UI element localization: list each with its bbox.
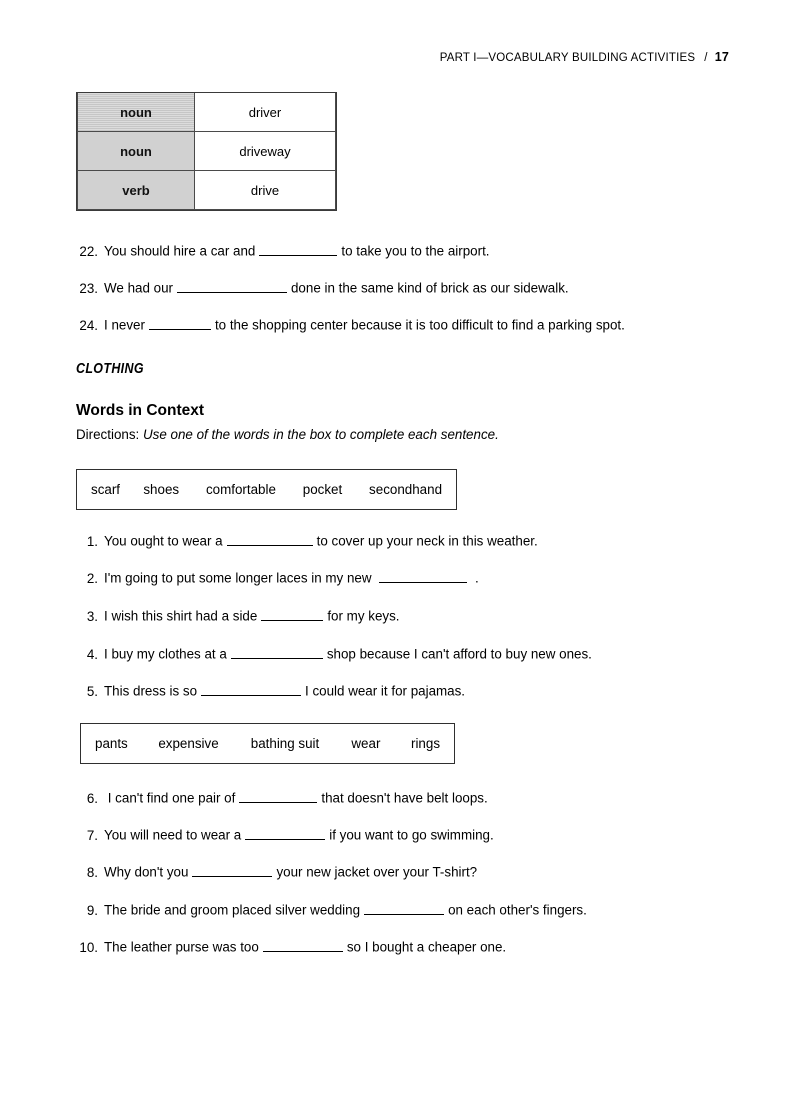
question-text-before: We had our — [104, 280, 173, 296]
word-cell: drive — [195, 171, 336, 210]
word-bank-word: pants — [95, 736, 128, 751]
word-bank-word: secondhand — [369, 482, 443, 497]
word-bank-word: expensive — [158, 736, 219, 751]
answer-blank[interactable] — [261, 607, 323, 621]
question-number: 4. — [86, 646, 98, 662]
word-bank-word: bathing suit — [250, 736, 320, 751]
answer-blank[interactable] — [231, 645, 323, 659]
question-text-after: to cover up your neck in this weather. — [316, 533, 538, 549]
question-text-after: on each other's fingers. — [448, 902, 587, 918]
question-number: 8. — [86, 864, 98, 880]
running-header-separator: / — [704, 52, 708, 64]
running-header-title: PART I—VOCABULARY BUILDING ACTIVITIES — [439, 52, 696, 64]
question-number: 7. — [86, 827, 98, 843]
question-number: 2. — [86, 570, 98, 586]
question-text-before: This dress is so — [104, 683, 198, 699]
word-bank-word: scarf — [91, 482, 121, 497]
question-item — [80, 863, 477, 879]
question-text-after: your new jacket over your T-shirt? — [276, 864, 478, 880]
question-text-before: I can't find one pair of — [107, 790, 236, 806]
question-item — [80, 789, 488, 805]
word-bank-box-2 — [80, 723, 455, 764]
question-item — [80, 645, 592, 661]
answer-blank[interactable] — [239, 789, 317, 803]
question-text-before: You should hire a car and — [104, 243, 256, 259]
question-text-after: to take you to the airport. — [341, 243, 490, 259]
question-number: 5. — [86, 683, 98, 699]
question-text-before: I never — [104, 317, 145, 333]
question-item — [80, 569, 479, 585]
question-number: 10. — [79, 939, 98, 955]
question-text-before: Why don't you — [104, 864, 189, 880]
question-text-after: shop because I can't afford to buy new ones. — [326, 646, 592, 662]
question-number: 22. — [79, 243, 98, 259]
word-bank-word: pocket — [302, 482, 343, 497]
question-text-after: so I bought a cheaper one. — [346, 939, 507, 955]
question-text-after: . — [475, 570, 479, 586]
question-text-after: that doesn't have belt loops. — [321, 790, 488, 806]
question-item — [80, 826, 494, 842]
question-item — [76, 938, 506, 954]
answer-blank[interactable] — [263, 938, 343, 952]
page-number: 17 — [714, 50, 729, 64]
question-item — [80, 682, 465, 698]
answer-blank[interactable] — [227, 532, 313, 546]
answer-blank[interactable] — [364, 901, 444, 915]
word-bank-word: shoes — [143, 482, 180, 497]
question-item — [76, 316, 625, 332]
question-text-before: You ought to wear a — [104, 533, 223, 549]
question-text-before: I'm going to put some longer laces in my new — [104, 570, 372, 586]
answer-blank[interactable] — [177, 279, 287, 293]
question-text-before: You will need to wear a — [104, 827, 242, 843]
word-forms-table — [76, 92, 337, 211]
word-cell: driveway — [195, 132, 336, 171]
answer-blank[interactable] — [192, 863, 272, 877]
question-text-after: done in the same kind of brick as our sidewalk. — [290, 280, 569, 296]
part-of-speech-cell: noun — [78, 132, 195, 171]
answer-blank[interactable] — [201, 682, 301, 696]
question-number: 24. — [79, 317, 98, 333]
running-header — [0, 50, 729, 64]
question-item — [76, 279, 569, 295]
question-text-before: I wish this shirt had a side — [104, 608, 258, 624]
part-of-speech-cell: noun — [78, 93, 195, 132]
question-text-after: for my keys. — [327, 608, 400, 624]
directions-instruction: Use one of the words in the box to complete each sentence. — [143, 427, 499, 442]
question-number: 6. — [86, 790, 98, 806]
question-text-after: to the shopping center because it is too difficult to find a parking spot. — [214, 317, 625, 333]
question-text-before: The leather purse was too — [104, 939, 259, 955]
question-text-after: if you want to go swimming. — [329, 827, 494, 843]
question-text-before: I buy my clothes at a — [104, 646, 227, 662]
word-bank-word: wear — [351, 736, 381, 751]
word-bank-2-words — [81, 736, 454, 751]
question-item — [76, 242, 490, 258]
table-row — [78, 132, 336, 171]
answer-blank[interactable] — [259, 242, 337, 256]
table-row — [78, 93, 336, 132]
directions-label: Directions: — [76, 427, 140, 442]
question-item — [80, 532, 538, 548]
question-item — [80, 607, 400, 623]
word-cell: driver — [195, 93, 336, 132]
word-bank-box-1 — [76, 469, 457, 510]
word-bank-word: comfortable — [205, 482, 276, 497]
answer-blank[interactable] — [245, 826, 325, 840]
section-title: CLOTHING — [76, 361, 144, 377]
question-item — [80, 901, 587, 917]
question-number: 1. — [86, 533, 98, 549]
word-bank-word: rings — [410, 736, 441, 751]
answer-blank[interactable] — [379, 569, 467, 583]
question-number: 23. — [79, 280, 98, 296]
word-bank-1-words — [77, 482, 456, 497]
part-of-speech-cell: verb — [78, 171, 195, 210]
word-forms-table-body — [78, 93, 336, 210]
answer-blank[interactable] — [149, 316, 211, 330]
question-number: 3. — [86, 608, 98, 624]
table-row — [78, 171, 336, 210]
question-number: 9. — [86, 902, 98, 918]
question-text-after: I could wear it for pajamas. — [305, 683, 466, 699]
directions-line — [76, 427, 499, 442]
question-text-before: The bride and groom placed silver wedding — [104, 902, 361, 918]
subsection-title: Words in Context — [76, 402, 205, 419]
